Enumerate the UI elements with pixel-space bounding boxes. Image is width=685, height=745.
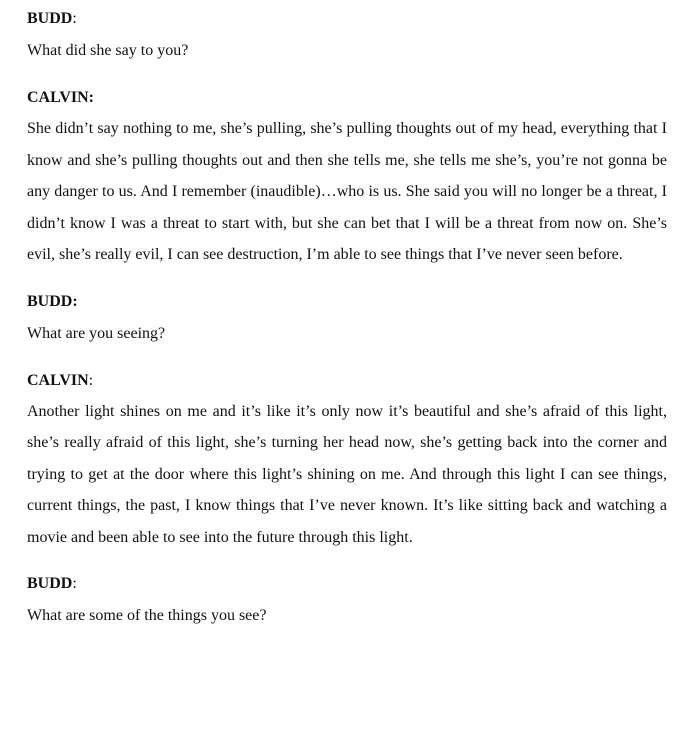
speaker-label: BUDD <box>27 10 73 27</box>
speech-text: What did she say to you? <box>27 42 189 59</box>
speech-text: Another light shines on me and it’s like it’s only now it’s beautiful and she’s afraid of this light, she’s really afraid of this light, she’s turning her head now, she’s getting back into the corner and trying to get at the door where this light’s shining on me. And through this light I can see things, current things, the past, I know things that I’ve never known. It’s like sitting back and watching a movie and been able to see into the future through this light. <box>27 402 667 546</box>
speaker-label: BUDD <box>27 575 73 592</box>
speaker-name <box>27 10 667 28</box>
speaker-label: CALVIN: <box>27 89 94 106</box>
speaker-colon: : <box>72 10 77 27</box>
speaker-label: BUDD: <box>27 292 78 310</box>
dialogue-entry-budd-3 <box>27 575 667 628</box>
speech-text: She didn’t say nothing to me, she’s pulling, she’s pulling thoughts out of my head, everything that I know and she’s pulling thoughts out and then she tells me, she tells me she’s, you’re not gonna be any danger to us. And I remember (inaudible)…who is us. She said you will no longer be a threat, I didn’t know I was a threat to start with, but she can bet that I will be a threat from now on. She’s evil, she’s really evil, I can see destruction, I’m able to see things that I’ve never seen before. <box>27 120 667 263</box>
speaker-name <box>27 89 667 107</box>
dialogue-entry-calvin-2 <box>27 372 667 554</box>
speech-text: What are you seeing? <box>27 324 166 342</box>
dialogue-entry-calvin-1 <box>27 89 667 271</box>
speaker-label: CALVIN <box>27 371 89 389</box>
speech-text: What are some of the things you see? <box>27 607 267 624</box>
dialogue-entry-budd-2 <box>27 293 667 346</box>
speaker-name <box>27 372 667 390</box>
speaker-name <box>27 575 667 593</box>
speaker-colon: : <box>72 575 77 592</box>
transcript-page <box>27 10 667 648</box>
speaker-name <box>27 293 667 311</box>
dialogue-entry-budd-1 <box>27 10 667 63</box>
speaker-colon: : <box>88 371 94 389</box>
